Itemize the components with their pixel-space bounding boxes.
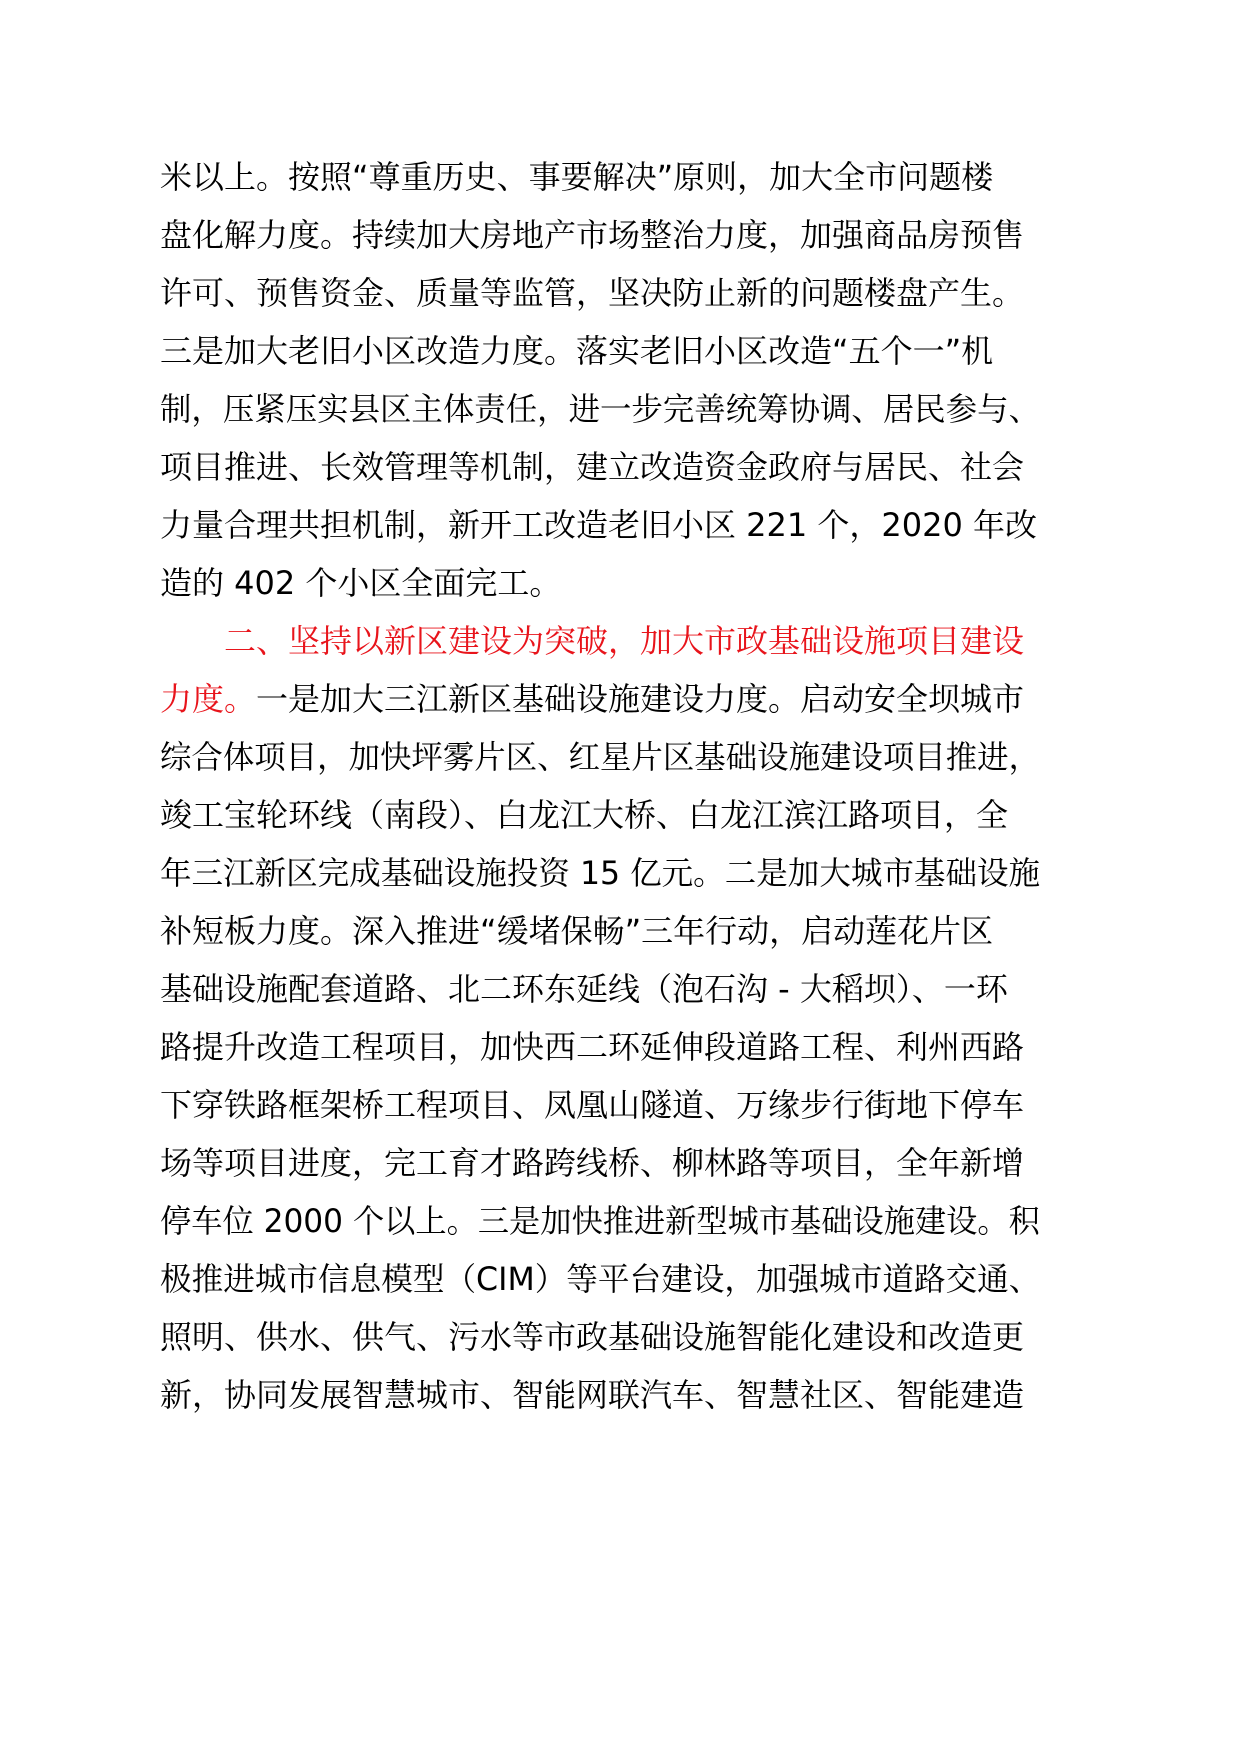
text-line: 停车位 2000 个以上。三是加快推进新型城市基础设施建设。积 (160, 1202, 1040, 1240)
text-line: 路提升改造工程项目，加快西二环延伸段道路工程、利州西路 (160, 1028, 1025, 1066)
text-line: 项目推进、长效管理等机制，建立改造资金政府与居民、社会 (160, 448, 1025, 486)
text-line: 综合体项目，加快坪雾片区、红星片区基础设施建设项目推进， (160, 738, 1041, 776)
section-heading: 二、坚持以新区建设为突破，加大市政基础设施项目建设 (224, 622, 1025, 660)
text-line: 三是加大老旧小区改造力度。落实老旧小区改造“五个一”机 (160, 332, 994, 370)
text-line: 场等项目进度，完工育才路跨线桥、柳林路等项目，全年新增 (160, 1144, 1025, 1182)
text-line: 补短板力度。深入推进“缓堵保畅”三年行动，启动莲花片区 (160, 912, 994, 950)
text-line: 极推进城市信息模型（CIM）等平台建设，加强城市道路交通、 (160, 1260, 1041, 1298)
text-line-rest: 一是加大三江新区基础设施建设力度。启动安全坝城市 (256, 680, 1025, 718)
text-line: 造的 402 个小区全面完工。 (160, 564, 562, 602)
text-line: 力量合理共担机制，新开工改造老旧小区 221 个，2020 年改 (160, 506, 1038, 544)
text-line: 制，压紧压实县区主体责任，进一步完善统筹协调、居民参与、 (160, 390, 1041, 428)
text-line: 照明、供水、供气、污水等市政基础设施智能化建设和改造更 (160, 1318, 1025, 1356)
text-line: 竣工宝轮环线（南段）、白龙江大桥、白龙江滨江路项目，全 (160, 796, 1009, 834)
section-heading-tail: 力度。 (160, 680, 257, 718)
text-line: 许可、预售资金、质量等监管，坚决防止新的问题楼盘产生。 (160, 274, 1025, 312)
text-line (160, 679, 1024, 719)
text-line: 新，协同发展智慧城市、智能网联汽车、智慧社区、智能建造 (160, 1376, 1025, 1414)
text-line: 年三江新区完成基础设施投资 15 亿元。二是加大城市基础设施 (160, 854, 1041, 892)
text-line: 基础设施配套道路、北二环东延线（泡石沟 - 大稻坝）、一环 (160, 970, 1008, 1008)
text-line: 盘化解力度。持续加大房地产市场整治力度，加强商品房预售 (160, 216, 1025, 254)
text-line: 米以上。按照“尊重历史、事要解决”原则，加大全市问题楼 (160, 158, 994, 196)
text-line: 下穿铁路框架桥工程项目、凤凰山隧道、万缘步行街地下停车 (160, 1086, 1025, 1124)
